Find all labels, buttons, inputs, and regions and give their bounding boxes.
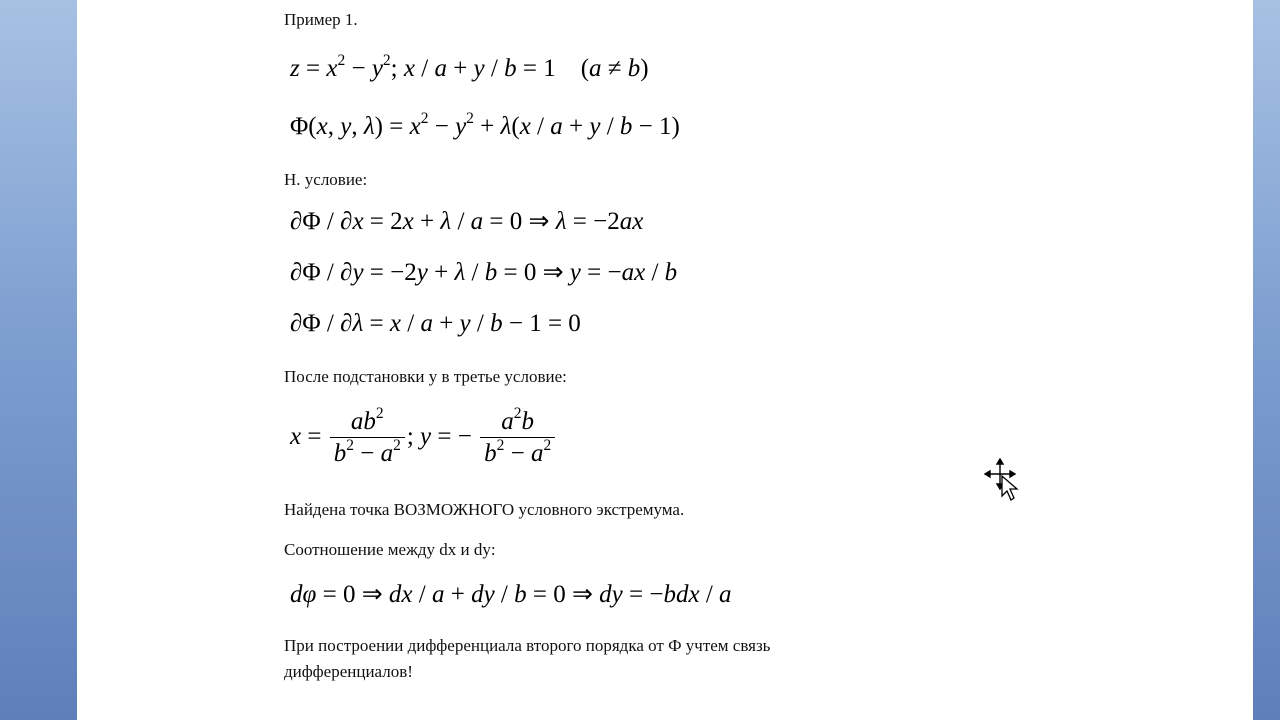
fraction-y: $\frac{a^2b}{b^2 - a^2}$ <box>480 408 555 469</box>
equation-differential-relation: dφ = 0 ⇒ dx / a + dy / b = 0 ⇒ dy = −bdx / a <box>290 581 732 608</box>
equation-partial-x: ∂Φ / ∂x = 2x + λ / a = 0 ⇒ λ = −2ax <box>290 208 644 235</box>
fraction-x: $\frac{ab^2}{b^2 - a^2}$ <box>330 408 405 469</box>
found-point-label: Найдена точка ВОЗМОЖНОГО условного экстремума. <box>284 500 685 519</box>
final-note-line-2: дифференциалов! <box>284 662 413 681</box>
necessary-condition-label: Н. условие: <box>284 170 368 189</box>
example-heading: Пример 1. <box>284 10 358 29</box>
equation-partial-lambda: ∂Φ / ∂λ = x / a + y / b − 1 = 0 <box>290 310 581 337</box>
equation-solution: x = $\frac{ab^2}{b^2 - a^2}$ ; y = − $\frac{a^2b}{b^2 - a^2}$ <box>290 408 557 469</box>
document-page <box>77 0 1253 720</box>
equation-problem: $z = x^2 - y^2$; x / a + y / b = 1 (a ≠ b) <box>290 51 649 82</box>
final-note-line-1: При построении дифференциала второго порядка от Ф учтем связь <box>284 636 771 655</box>
equation-partial-y: ∂Φ / ∂y = −2y + λ / b = 0 ⇒ y = −ax / b <box>290 259 678 286</box>
substitution-label: После подстановки y в третье условие: <box>284 367 567 386</box>
move-cursor-icon <box>984 458 1020 502</box>
equation-lagrange-function: Φ(x, y, $\lambda) = x^2 - y^2 + \lambda(x / a + y / b - 1)$ <box>290 109 680 140</box>
relation-label: Соотношение между dx и dy: <box>284 540 496 559</box>
